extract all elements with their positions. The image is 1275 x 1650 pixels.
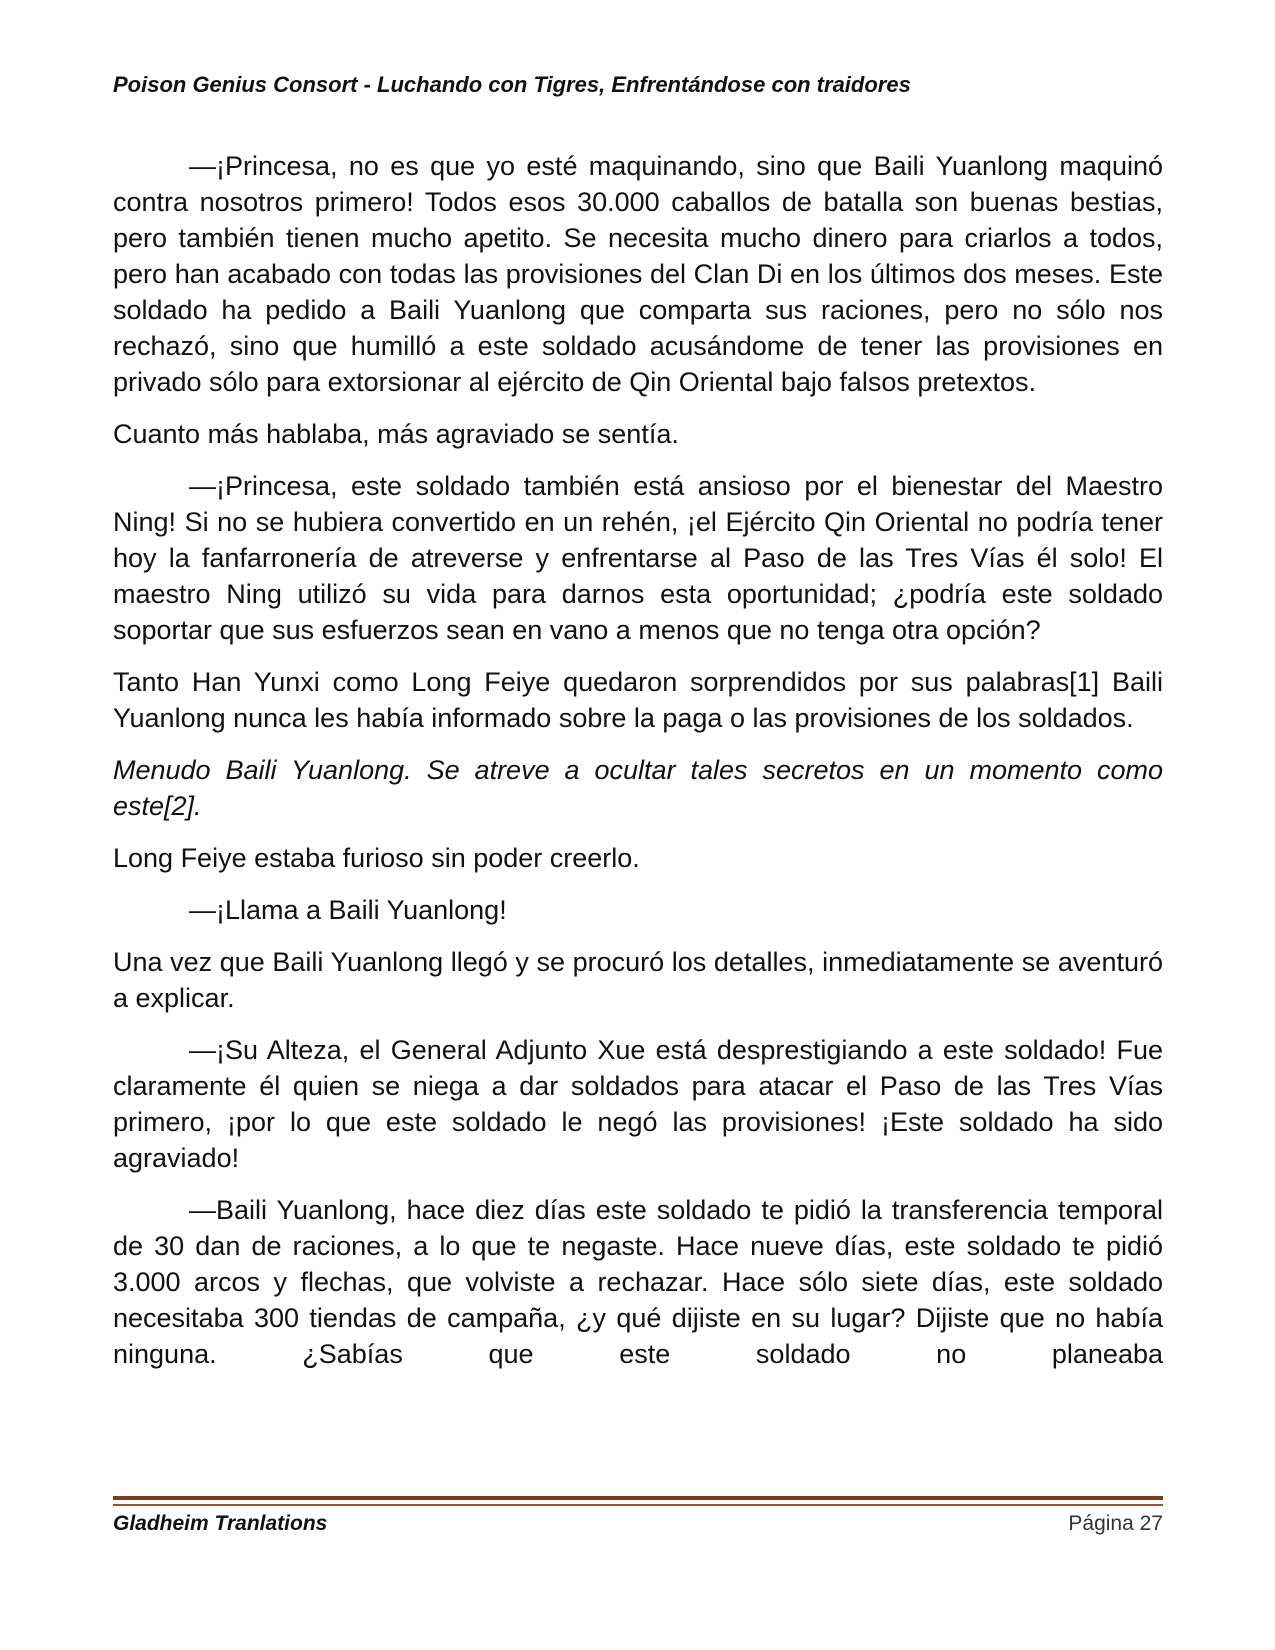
footer-rule-thin xyxy=(113,1504,1163,1506)
paragraph-dialogue-5: —Baili Yuanlong, hace diez días este soldado te pidió la transferencia temporal de 30 dan de raciones, a lo que te negaste. Hace nueve días, este soldado te pidió 3.000 arcos y flechas, que volviste a rechazar. Hace sólo siete días, este soldado necesitaba 300 tiendas de campaña, ¿y qué dijiste en su lugar? Dijiste que no había ninguna. ¿Sabías que este soldado no planeaba xyxy=(113,1195,1163,1369)
publisher-name: Gladheim Tranlations xyxy=(113,1512,328,1535)
running-header xyxy=(113,72,1163,98)
paragraph-dialogue-3: —¡Llama a Baili Yuanlong! xyxy=(189,895,507,925)
page-body xyxy=(113,148,1163,1372)
paragraph-narration-4: Una vez que Baili Yuanlong llegó y se procuró los detalles, inmediatamente se aventuró a explicar. xyxy=(113,947,1163,1013)
book-title: Poison Genius Consort xyxy=(113,72,358,97)
paragraph-dialogue-2: —¡Princesa, este soldado también está ansioso por el bienestar del Maestro Ning! Si no se hubiera convertido en un rehén, ¡el Ejército Qin Oriental no podría tener hoy la fanfarronería de atreverse y enfrentarse al Paso de las Tres Vías él solo! El maestro Ning utilizó su vida para darnos esta oportunidad; ¿podría este soldado soportar que sus esfuerzos sean en vano a menos que no tenga otra opción? xyxy=(113,471,1163,645)
page-number: Página 27 xyxy=(1068,1512,1163,1535)
paragraph-narration-2: Tanto Han Yunxi como Long Feiye quedaron sorprendidos por sus palabras[1] Baili Yuanlong nunca les había informado sobre la paga o las provisiones de los soldados. xyxy=(113,667,1163,733)
paragraph-thought: Menudo Baili Yuanlong. Se atreve a ocultar tales secretos en un momento como este[2]. xyxy=(113,755,1163,821)
chapter-title: Luchando con Tigres, Enfrentándose con traidores xyxy=(377,72,911,97)
paragraph-dialogue-4: —¡Su Alteza, el General Adjunto Xue está desprestigiando a este soldado! Fue claramente él quien se niega a dar soldados para atacar el Paso de las Tres Vías primero, ¡por lo que este soldado le negó las provisiones! ¡Este soldado ha sido agraviado! xyxy=(113,1035,1163,1173)
paragraph-dialogue-1: —¡Princesa, no es que yo esté maquinando, sino que Baili Yuanlong maquinó contra nosotros primero! Todos esos 30.000 caballos de batalla son buenas bestias, pero también tienen mucho apetito. Se necesita mucho dinero para criarlos a todos, pero han acabado con todas las provisiones del Clan Di en los últimos dos meses. Este soldado ha pedido a Baili Yuanlong que comparta sus raciones, pero no sólo nos rechazó, sino que humilló a este soldado acusándome de tener las provisiones en privado sólo para extorsionar al ejército de Qin Oriental bajo falsos pretextos. xyxy=(113,151,1163,397)
paragraph-narration-3: Long Feiye estaba furioso sin poder creerlo. xyxy=(113,843,640,873)
header-separator: - xyxy=(357,72,378,97)
running-footer xyxy=(113,1512,1163,1542)
footer-rule-thick xyxy=(113,1496,1163,1500)
paragraph-narration-1: Cuanto más hablaba, más agraviado se sentía. xyxy=(113,419,679,449)
